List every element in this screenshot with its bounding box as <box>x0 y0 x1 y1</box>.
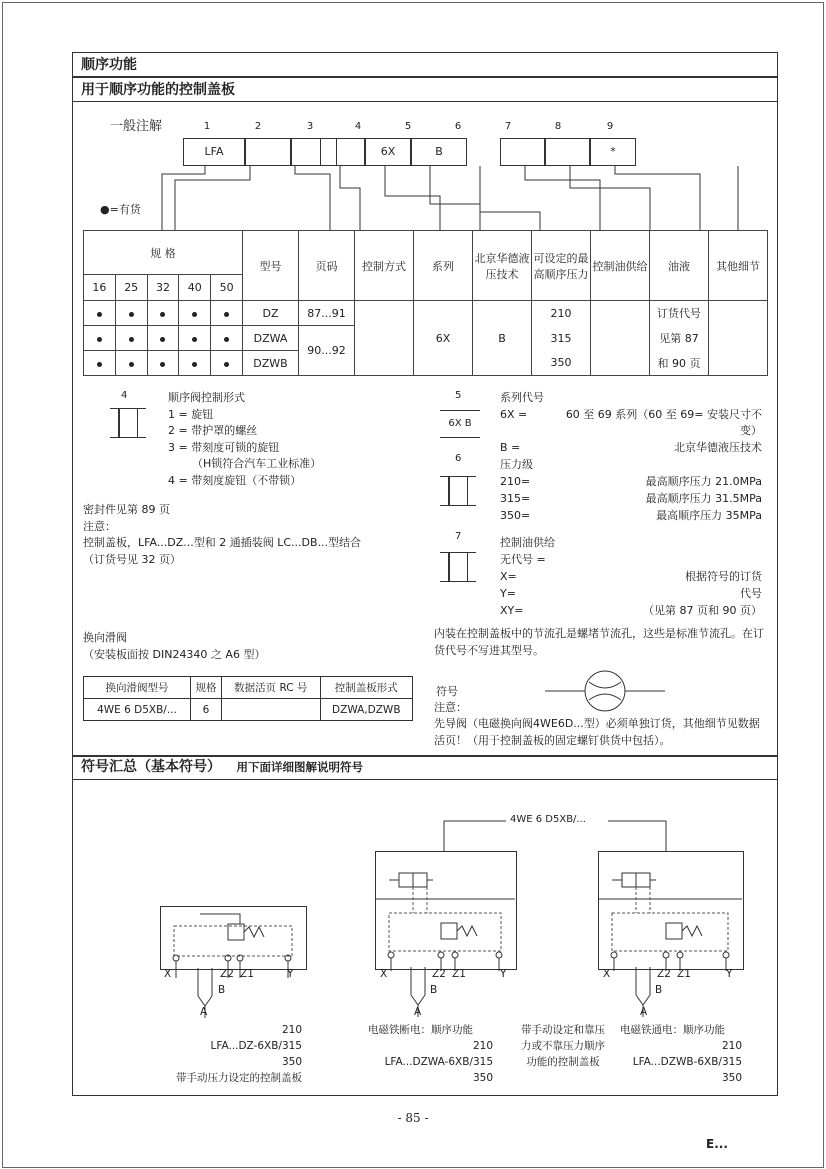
tech-value: B <box>473 301 532 376</box>
diagram-solenoid-off-circuit <box>375 851 515 1021</box>
footer-mark: E... <box>706 1137 728 1151</box>
port-a: A <box>200 1006 208 1018</box>
diagram1-caption <box>160 1022 302 1086</box>
code-position: 5 <box>404 121 412 132</box>
col-other: 其他细节 <box>709 231 768 301</box>
note5-title: 系列代号 <box>500 391 544 404</box>
series-value: 6X <box>414 301 473 376</box>
col-pressure: 可设定的最高顺序压力 <box>532 231 591 301</box>
model-dzwb: DZWB <box>243 351 299 376</box>
note7-line: 无代号 = <box>500 553 546 566</box>
stock-legend: ●=有货 <box>100 203 141 216</box>
note5-key: B = <box>500 440 521 454</box>
code-position: 7 <box>504 121 512 132</box>
fluid-line-3: 和 90 页 <box>650 351 709 376</box>
page-dzw: 90...92 <box>299 326 355 376</box>
note6-title: 压力级 <box>500 458 533 471</box>
note6-key: 210= <box>500 475 531 488</box>
note5-num: 5 <box>455 390 462 401</box>
code-cell: LFA <box>183 138 245 166</box>
port-z1: Z1 <box>677 968 691 980</box>
col-tech: 北京华德液压技术 <box>473 231 532 301</box>
d3-cap: 350 <box>721 1072 742 1084</box>
note6-box-icon <box>440 476 476 506</box>
note5-box-icon: 6X B <box>440 410 480 438</box>
seal-line: 密封件见第 89 页 <box>83 503 170 516</box>
note4-item: 4 = 带刻度旋钮（不带锁） <box>168 473 302 487</box>
d2-title: 电磁铁断电：顺序功能 <box>368 1024 473 1036</box>
note6-key: 315= <box>500 492 531 505</box>
spool-table <box>83 676 413 721</box>
code-cell: 6X <box>365 138 411 166</box>
col-series: 系列 <box>414 231 473 301</box>
d1-cap: LFA...DZ-6XB/315 <box>210 1040 302 1052</box>
note7-right: （见第 87 页和 90 页） <box>643 604 762 617</box>
note6-val: 最高顺序压力 31.5MPa <box>645 492 762 505</box>
d2-cap: LFA...DZWA-6XB/315 <box>384 1056 493 1068</box>
note5-val: 北京华德液压技术 <box>674 440 762 454</box>
pressure-315: 315 <box>532 326 591 351</box>
code-cell <box>245 138 291 166</box>
port-z1: Z1 <box>240 968 254 980</box>
section-symbols-header <box>72 755 778 780</box>
col-control: 控制方式 <box>355 231 414 301</box>
note4-item: 3 = 带刻度可锁的旋钮 <box>168 440 280 454</box>
note4-title: 顺序阀控制形式 <box>168 391 245 404</box>
diagram-solenoid-on-circuit <box>598 851 742 1021</box>
port-y: Y <box>726 968 733 980</box>
code-position: 4 <box>354 121 362 132</box>
code-connectors <box>140 166 760 232</box>
table-row <box>84 301 768 326</box>
note7-title: 控制油供给 <box>500 536 555 549</box>
pilot-valve-label: 4WE 6 D5XB/... <box>510 814 586 825</box>
port-z2: Z2 <box>432 968 446 980</box>
model-dzwa: DZWA <box>243 326 299 351</box>
note5-val: 60 至 69 系列（60 至 69= 安装尺寸不变） <box>565 407 762 437</box>
spool-cell: 4WE 6 D5XB/... <box>84 699 191 721</box>
fluid-line-1: 订货代号 <box>650 301 709 326</box>
port-z1: Z1 <box>452 968 466 980</box>
size-40: 40 <box>179 275 211 301</box>
pressure-210: 210 <box>532 301 591 326</box>
port-a: A <box>414 1006 422 1018</box>
note7-box-icon <box>440 552 476 582</box>
d1-cap: 210 <box>281 1024 302 1036</box>
size-header: 规 格 <box>84 231 243 275</box>
spec-table <box>83 230 768 376</box>
spool-header: 规格 <box>190 677 221 699</box>
code-position: 6 <box>454 121 462 132</box>
d1-cap: 350 <box>281 1056 302 1068</box>
code-cell: B <box>411 138 467 166</box>
orifice-symbol-icon <box>545 668 665 714</box>
note7-line: Y= <box>500 587 516 600</box>
symbol-label: 符号 <box>436 685 458 698</box>
port-b: B <box>655 984 663 996</box>
code-cell <box>545 138 590 166</box>
port-z2: Z2 <box>657 968 671 980</box>
note-label: 注意： <box>434 701 467 714</box>
page-dz: 87...91 <box>299 301 355 326</box>
code-position: 9 <box>606 121 614 132</box>
diagram-cover-manual-circuit <box>160 906 305 1021</box>
section-title-sequence: 顺序功能 <box>72 52 778 77</box>
spool-line: （安装板面按 DIN24340 之 A6 型） <box>83 647 266 661</box>
code-position: 1 <box>203 121 211 132</box>
seal-line: 注意： <box>83 519 116 533</box>
note4-item: 2 = 带护罩的螺丝 <box>168 424 258 437</box>
spool-header: 数据活页 RC 号 <box>221 677 320 699</box>
d3-cap: LFA...DZWB-6XB/315 <box>632 1056 742 1068</box>
note4-num: 4 <box>121 390 128 401</box>
note6-val: 最高顺序压力 35MPa <box>656 509 762 522</box>
section-subtitle-symbols: 用下面详细图解说明符号 <box>236 760 363 774</box>
note5-key: 6X = <box>500 407 528 421</box>
port-a: A <box>640 1006 648 1018</box>
code-cell <box>500 138 545 166</box>
diagram2-caption <box>365 1038 493 1086</box>
note7-right: 代号 <box>740 587 762 600</box>
mid-caption: 带手动设定和靠压力或不靠压力顺序功能的控制盖板 <box>521 1024 605 1068</box>
seal-line: 控制盖板，LFA...DZ...型和 2 通插装阀 LC...DB...型结合 <box>83 536 362 549</box>
note6-val: 最高顺序压力 21.0MPa <box>645 475 762 488</box>
code-position: 8 <box>554 121 562 132</box>
spool-line: 换向滑阀 <box>83 631 127 644</box>
port-y: Y <box>500 968 507 980</box>
note6-text <box>500 456 762 524</box>
note5-text <box>500 390 762 456</box>
d3-cap: 210 <box>721 1040 742 1052</box>
spool-header: 换向滑阀型号 <box>84 677 191 699</box>
section-title-cover: 用于顺序功能的控制盖板 <box>72 77 778 102</box>
diagram3-caption <box>612 1038 742 1086</box>
col-pilot: 控制油供给 <box>591 231 650 301</box>
d1-cap: 带手动压力设定的控制盖板 <box>176 1072 302 1084</box>
seal-note <box>83 502 361 568</box>
note7-num: 7 <box>455 531 462 542</box>
fluid-line-2: 见第 87 <box>650 326 709 351</box>
port-b: B <box>218 984 226 996</box>
seal-line: （订货号见 32 页） <box>83 552 181 566</box>
size-32: 32 <box>147 275 179 301</box>
note7-text <box>500 534 762 619</box>
page-number: - 85 - <box>397 1111 429 1125</box>
spool-cell <box>221 699 320 721</box>
pilot-note: 先导阀（电磁换向阀4WE6D...型）必须单独订货，其他细节见数据活页！（用于控制盖板的固定螺钉供货中包括）。 <box>434 717 760 747</box>
d2-cap: 210 <box>472 1040 493 1052</box>
note7-right: 根据符号的订货 <box>685 570 762 583</box>
d3-title: 电磁铁通电：顺序功能 <box>620 1024 725 1036</box>
orifice-note: 内装在控制盖板中的节流孔是螺堵节流孔，这些是标准节流孔。在订货代号不写进其型号。 <box>434 627 764 657</box>
port-z2: Z2 <box>220 968 234 980</box>
model-dz: DZ <box>243 301 299 326</box>
note6-num: 6 <box>455 453 462 464</box>
section-title-symbols: 符号汇总（基本符号） <box>81 759 221 775</box>
code-position: 2 <box>254 121 262 132</box>
code-cell <box>320 138 365 166</box>
code-cell: * <box>590 138 636 166</box>
pressure-350: 350 <box>532 351 591 376</box>
col-page: 页码 <box>299 231 355 301</box>
spool-header: 控制盖板形式 <box>320 677 412 699</box>
col-model: 型号 <box>243 231 299 301</box>
port-x: X <box>603 968 611 980</box>
port-y: Y <box>287 968 294 980</box>
spool-note <box>83 630 265 663</box>
size-25: 25 <box>115 275 147 301</box>
note4-item: （H锁符合汽车工业标准） <box>192 457 322 470</box>
code-label: 一般注解 <box>110 119 163 134</box>
note4-box-icon <box>110 408 146 438</box>
port-x: X <box>164 968 172 980</box>
note4-text <box>168 390 321 489</box>
note7-line: XY= <box>500 604 524 617</box>
port-x: X <box>380 968 388 980</box>
size-16: 16 <box>84 275 116 301</box>
note7-line: X= <box>500 570 517 583</box>
note4-item: 1 = 旋钮 <box>168 407 214 421</box>
d2-cap: 350 <box>472 1072 493 1084</box>
size-50: 50 <box>211 275 243 301</box>
spool-cell: 6 <box>190 699 221 721</box>
note6-key: 350= <box>500 509 531 522</box>
port-b: B <box>430 984 438 996</box>
spool-cell: DZWA,DZWB <box>320 699 412 721</box>
col-fluid: 油液 <box>650 231 709 301</box>
code-position: 3 <box>306 121 314 132</box>
